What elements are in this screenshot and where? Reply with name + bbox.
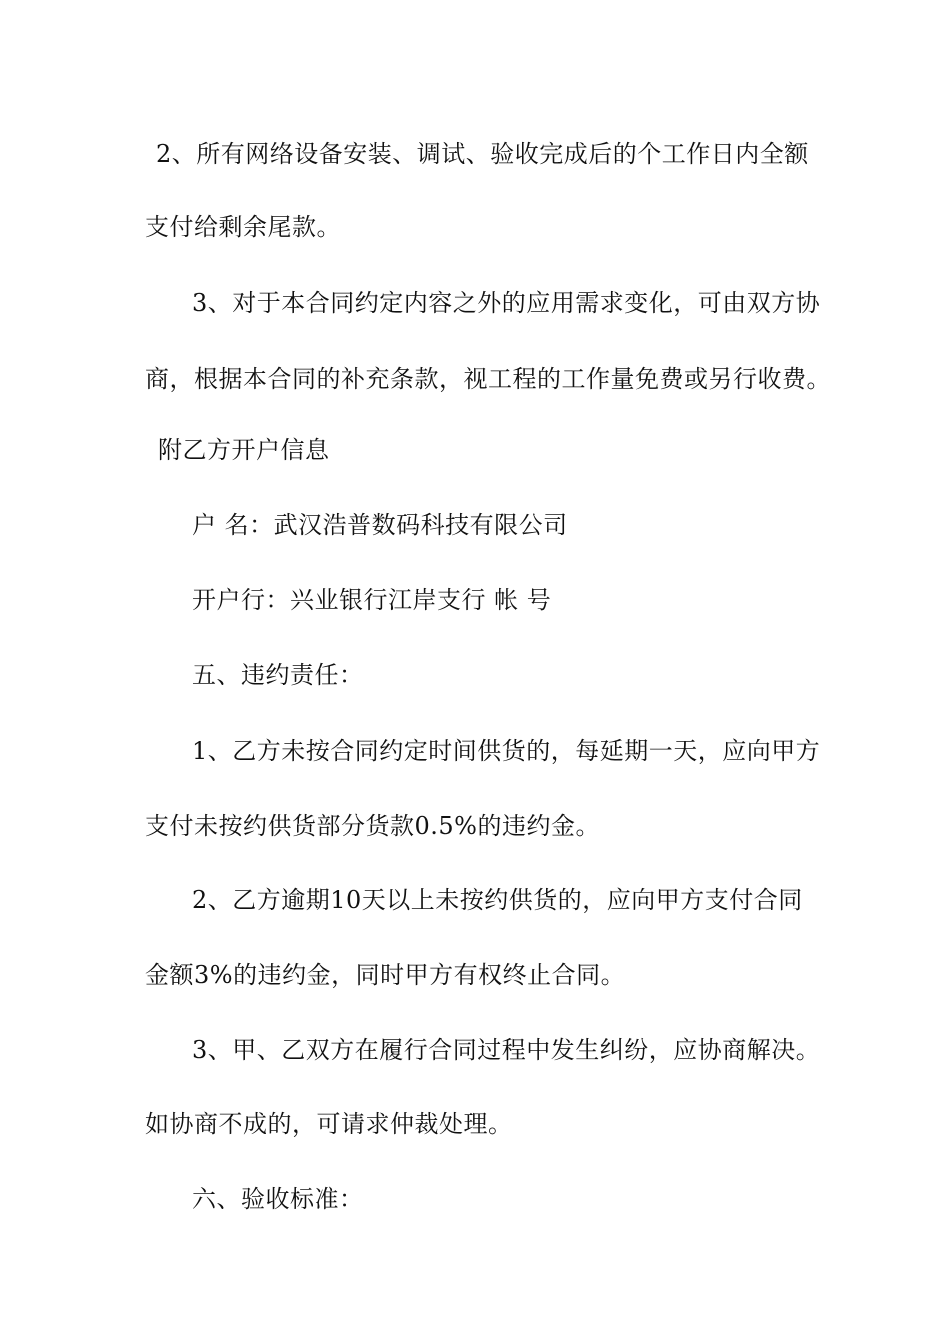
bank-account-name: 户 名：武汉浩普数码科技有限公司 xyxy=(192,511,568,539)
bank-info-heading: 附乙方开户信息 xyxy=(158,436,330,464)
section-heading-breach-liability: 五、违约责任： xyxy=(192,661,364,689)
paragraph-breach-1-line-1: 1、乙方未按合同约定时间供货的，每延期一天，应向甲方 xyxy=(192,737,821,765)
paragraph-breach-1-line-2: 支付未按约供货部分货款0.5%的违约金。 xyxy=(145,812,600,840)
paragraph-payment-3-line-2: 商，根据本合同的补充条款，视工程的工作量免费或另行收费。 xyxy=(145,365,831,393)
paragraph-breach-3-line-2: 如协商不成的，可请求仲裁处理。 xyxy=(145,1110,513,1138)
paragraph-breach-3-line-1: 3、甲、乙双方在履行合同过程中发生纠纷，应协商解决。 xyxy=(192,1036,821,1064)
paragraph-payment-3-line-1: 3、对于本合同约定内容之外的应用需求变化，可由双方协 xyxy=(192,289,821,317)
paragraph-payment-2-line-1: 2、所有网络设备安装、调试、验收完成后的个工作日内全额 xyxy=(156,140,809,168)
section-heading-acceptance-standard: 六、验收标准： xyxy=(192,1185,364,1213)
bank-branch-account: 开户行：兴业银行江岸支行 帐 号 xyxy=(192,586,552,614)
paragraph-breach-2-line-2: 金额3%的违约金，同时甲方有权终止合同。 xyxy=(145,961,626,989)
paragraph-payment-2-line-2: 支付给剩余尾款。 xyxy=(145,213,341,241)
paragraph-breach-2-line-1: 2、乙方逾期10天以上未按约供货的，应向甲方支付合同 xyxy=(192,886,803,914)
